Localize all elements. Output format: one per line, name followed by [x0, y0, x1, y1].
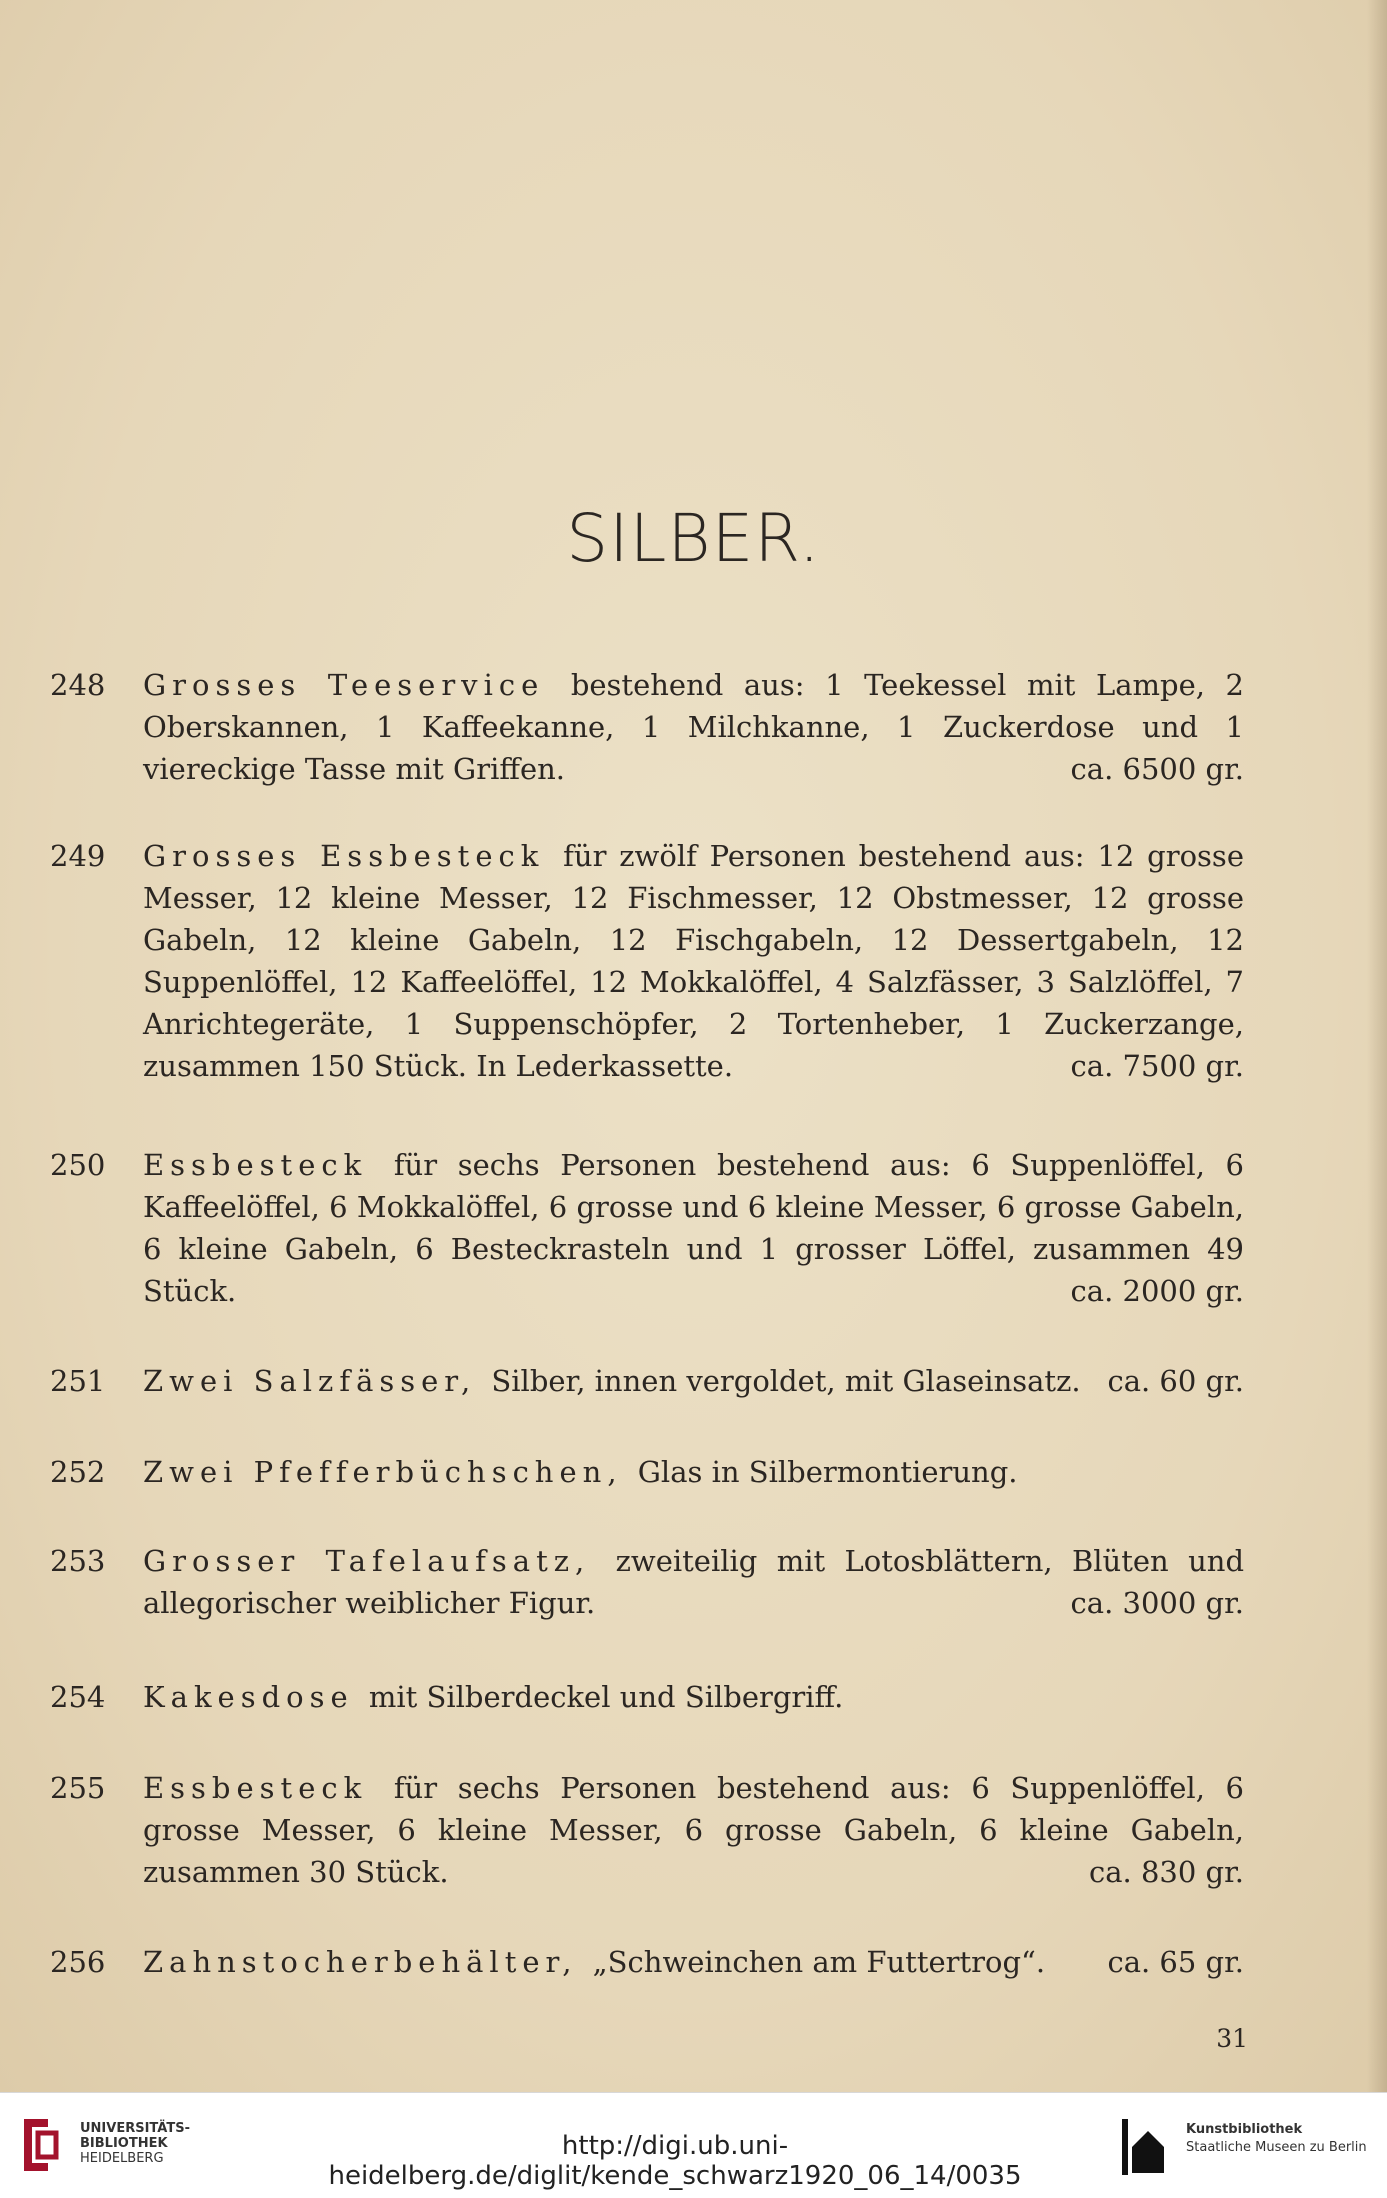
- entry-body: [143, 664, 1244, 790]
- entry-weight: ca. 7500 gr.: [1070, 1049, 1244, 1083]
- entry-number: 248: [50, 668, 106, 702]
- entry-weight: ca. 65 gr.: [1107, 1945, 1244, 1979]
- ub-name-line1: UNIVERSITÄTS-: [80, 2121, 190, 2136]
- entry-text: für zwölf Personen bestehend aus: 12 grosse Messer, 12 kleine Messer, 12 Fischmesser, 12 Obstmesser, 12 grosse Gabeln, 12 kleine Gabeln, 12 Fischgabeln, 12 Dessertgabeln, 12 Suppenlöffel, 12 Kaffeelöffel, 12 Mokkalöffel, 4 Salzfässer, 3 Salzlöffel, 7 Anrichtegeräte, 1 Suppenschöpfer, 2 Tortenheber, 1 Zuckerzange, zusammen 150 Stück. In Lederkassette.: [143, 839, 1244, 1083]
- entry-body: [143, 1676, 1244, 1718]
- entry-title: Zwei Pfefferbüchschen,: [143, 1455, 623, 1489]
- entry-weight: ca. 6500 gr.: [1070, 752, 1244, 786]
- entry-title: Grosses Teeservice: [143, 668, 545, 702]
- kb-name-line2: Staatliche Museen zu Berlin: [1186, 2140, 1367, 2155]
- entry-text: für sechs Personen bestehend aus: 6 Suppenlöffel, 6 Kaffeelöffel, 6 Mokkalöffel, 6 grosse und 6 kleine Messer, 6 grosse Gabeln, 6 kleine Gabeln, 6 Besteckrasteln und 1 grosser Löffel, zusammen 49 Stück.: [143, 1148, 1244, 1308]
- entry-title: Kakesdose: [143, 1680, 354, 1714]
- entry-body: [143, 1360, 1244, 1402]
- entry-text: bestehend aus: 1 Teekessel mit Lampe, 2 Oberskannen, 1 Kaffeekanne, 1 Milchkanne, 1 Zuckerdose und 1 viereckige Tasse mit Griffen.: [143, 668, 1245, 786]
- entry-weight: ca. 3000 gr.: [1070, 1586, 1244, 1620]
- page-edge-shadow: [1367, 0, 1387, 2092]
- university-library-name: [80, 2121, 190, 2166]
- entry-number: 256: [50, 1945, 106, 1979]
- entry-number: 249: [50, 839, 106, 873]
- entry-weight: ca. 2000 gr.: [1070, 1274, 1244, 1308]
- entry-number: 251: [50, 1364, 106, 1398]
- source-url-link[interactable]: http://digi.ub.uni-heidelberg.de/diglit/kende_schwarz1920_06_14/0035: [328, 2131, 1022, 2191]
- entry-title: Grosser Tafelaufsatz,: [143, 1544, 591, 1578]
- entry-number: 253: [50, 1544, 106, 1578]
- entry-title: Grosses Essbesteck: [143, 839, 545, 873]
- university-library-logo-icon: [18, 2115, 62, 2175]
- entry-body: [143, 835, 1244, 1087]
- entry-weight: ca. 830 gr.: [1089, 1855, 1244, 1889]
- entry-number: 255: [50, 1771, 106, 1805]
- entry-text: Glas in Silbermontierung.: [637, 1455, 1018, 1489]
- kb-name-line1: Kunstbibliothek: [1186, 2122, 1303, 2137]
- entry-title: Zwei Salzfässer,: [143, 1364, 477, 1398]
- kunstbibliothek-name: [1186, 2121, 1367, 2157]
- entry-number: 254: [50, 1680, 106, 1714]
- entry-title: Essbesteck: [143, 1148, 368, 1182]
- entry-body: [143, 1540, 1244, 1624]
- entry-body: [143, 1941, 1244, 1983]
- entry-text: mit Silberdeckel und Silbergriff.: [368, 1680, 844, 1714]
- entry-title: Essbesteck: [143, 1771, 368, 1805]
- entry-body: [143, 1144, 1244, 1312]
- kunstbibliothek-logo-icon: [1118, 2117, 1168, 2177]
- ub-name-line2: BIBLIOTHEK: [80, 2136, 168, 2151]
- entry-text: „Schweinchen am Futtertrog“.: [592, 1945, 1046, 1979]
- footer-bar: [0, 2092, 1387, 2198]
- ub-name-line3: HEIDELBERG: [80, 2151, 164, 2166]
- entry-title: Zahnstocherbehälter,: [143, 1945, 578, 1979]
- entry-body: [143, 1767, 1244, 1893]
- entry-body: [143, 1451, 1244, 1493]
- entry-text: zweiteilig mit Lotosblättern, Blüten und allegorischer weiblicher Figur.: [143, 1544, 1245, 1620]
- entry-number: 250: [50, 1148, 106, 1182]
- page-title: SILBER.: [566, 500, 821, 577]
- entry-number: 252: [50, 1455, 106, 1489]
- page-number: 31: [1216, 2024, 1248, 2053]
- entry-text: für sechs Personen bestehend aus: 6 Suppenlöffel, 6 grosse Messer, 6 kleine Messer, 6 grosse Gabeln, 6 kleine Gabeln, zusammen 30 Stück.: [143, 1771, 1244, 1889]
- entry-weight: ca. 60 gr.: [1107, 1364, 1244, 1398]
- entry-text: Silber, innen vergoldet, mit Glaseinsatz.: [491, 1364, 1081, 1398]
